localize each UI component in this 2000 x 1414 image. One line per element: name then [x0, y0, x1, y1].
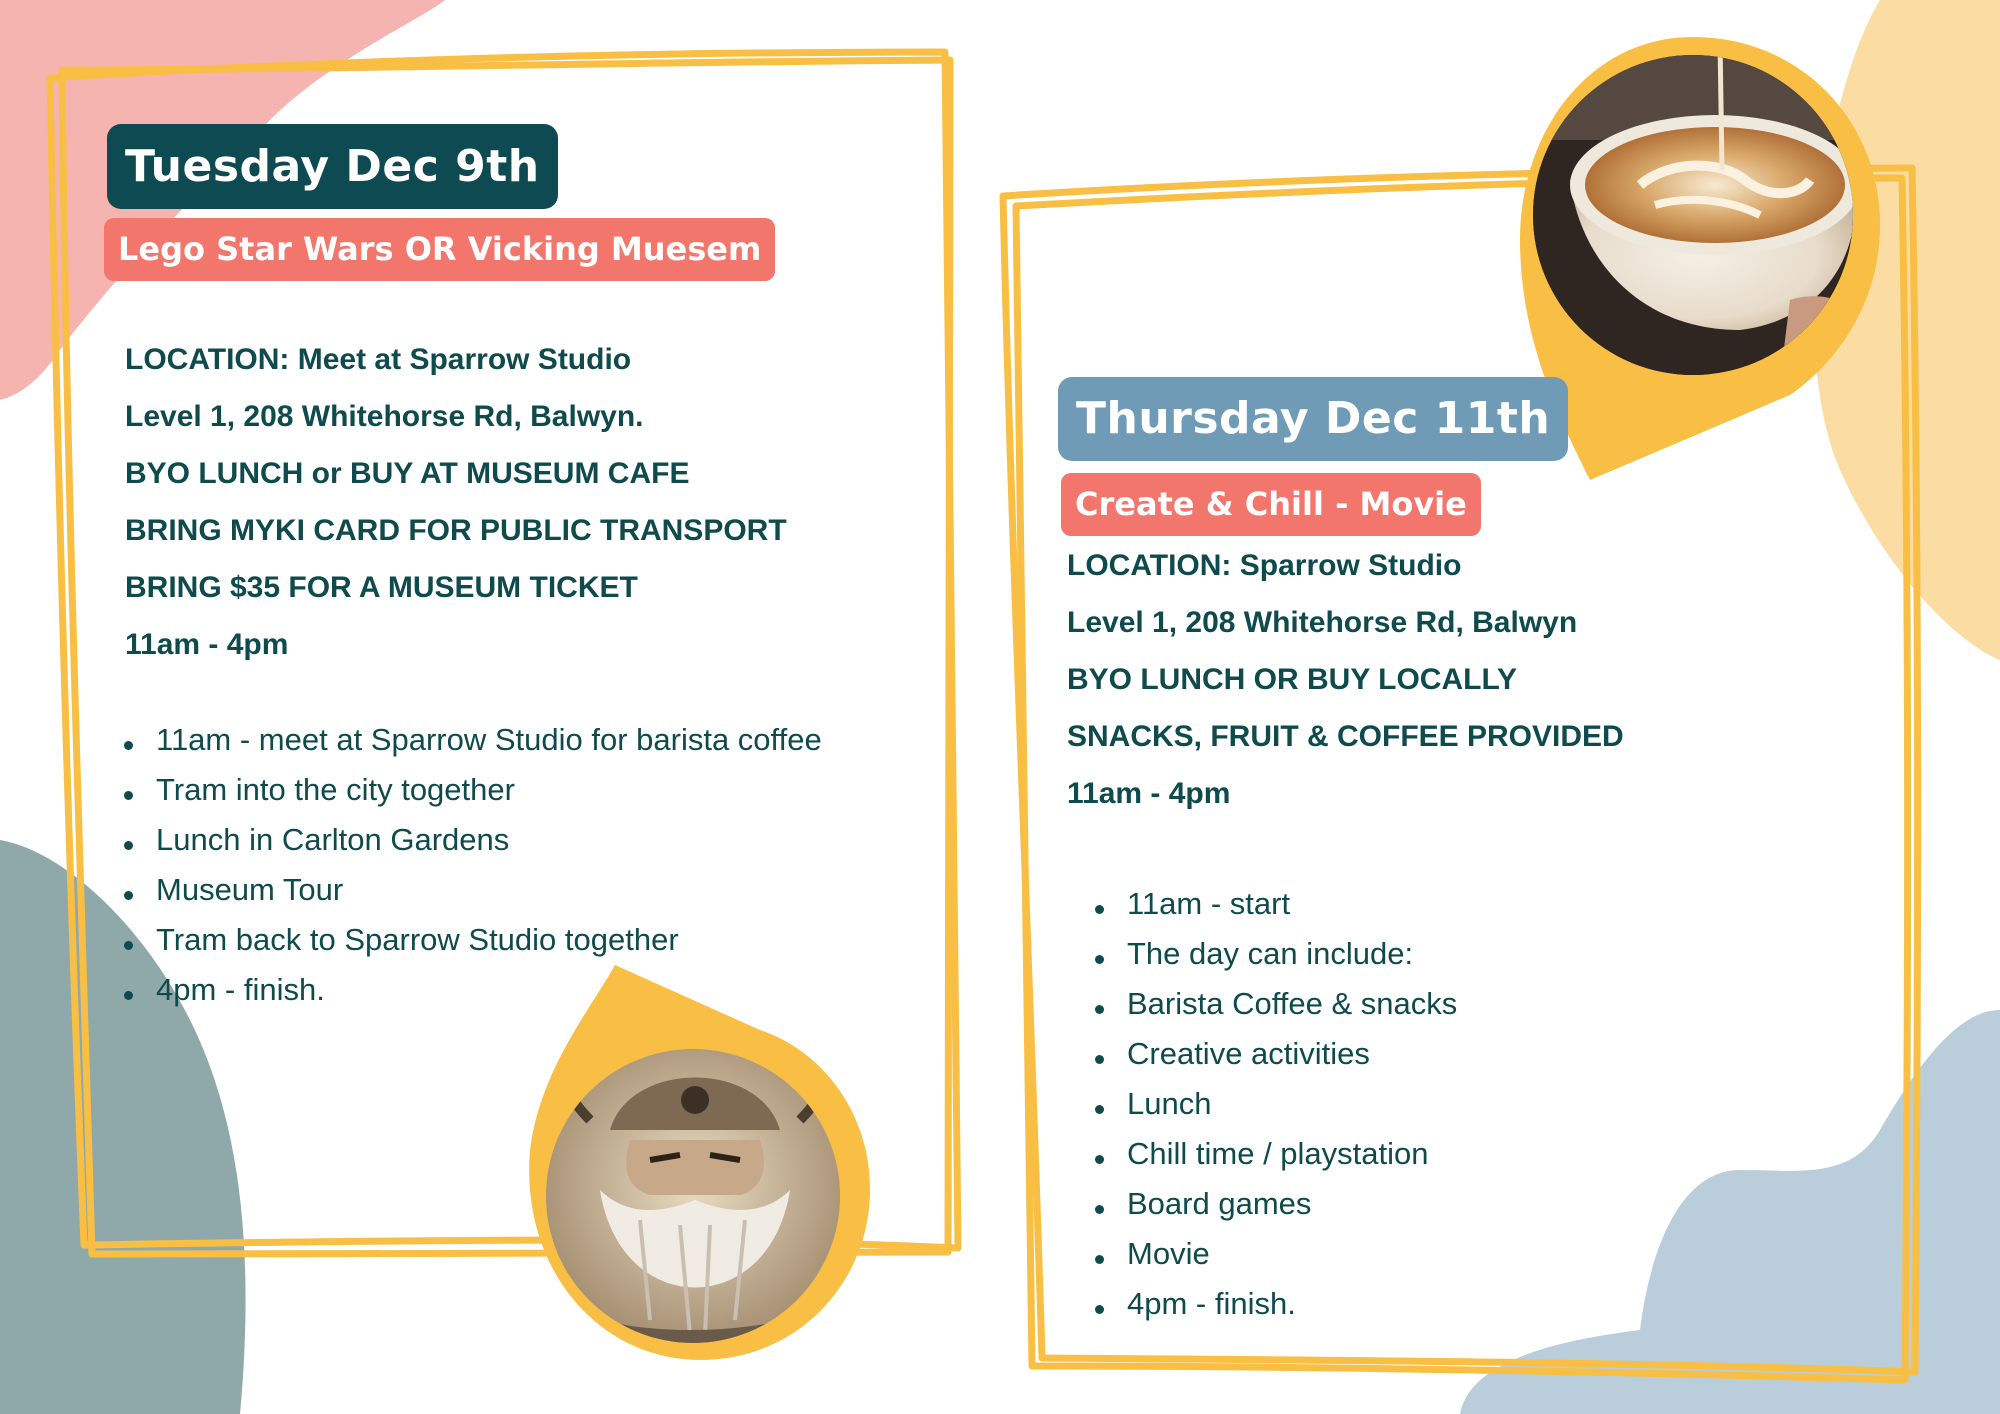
info-line: BYO LUNCH OR BUY LOCALLY [1067, 663, 1518, 696]
schedule-list [1095, 884, 1457, 1334]
list-item: Chill time / playstation [1095, 1134, 1457, 1184]
info-line: 11am - 4pm [125, 628, 289, 661]
info-line: BRING MYKI CARD FOR PUBLIC TRANSPORT [125, 514, 787, 547]
list-item: Board games [1095, 1184, 1457, 1234]
info-line: BYO LUNCH or BUY AT MUSEUM CAFE [125, 457, 690, 490]
list-item: Creative activities [1095, 1034, 1457, 1084]
info-list [125, 340, 787, 682]
info-line: Level 1, 208 Whitehorse Rd, Balwyn [1067, 606, 1578, 639]
info-line: LOCATION: Meet at Sparrow Studio [125, 343, 632, 376]
list-item: 4pm - finish. [1095, 1284, 1457, 1334]
list-item: Movie [1095, 1234, 1457, 1284]
info-list [1067, 546, 1624, 831]
activity-title-badge: Create & Chill - Movie [1061, 473, 1481, 536]
schedule-list [124, 720, 822, 1020]
list-item: The day can include: [1095, 934, 1457, 984]
activity-title-badge: Lego Star Wars OR Vicking Muesem [104, 218, 775, 281]
list-item: 11am - start [1095, 884, 1457, 934]
date-heading-thursday: Thursday Dec 11th [1058, 377, 1568, 461]
date-heading-tuesday: Tuesday Dec 9th [107, 124, 558, 209]
list-item: Barista Coffee & snacks [1095, 984, 1457, 1034]
coffee-pin [1520, 37, 1880, 480]
info-line: LOCATION: Sparrow Studio [1067, 549, 1462, 582]
list-item: 4pm - finish. [124, 970, 822, 1020]
list-item: Lunch [1095, 1084, 1457, 1134]
list-item: Museum Tour [124, 870, 822, 920]
list-item: Lunch in Carlton Gardens [124, 820, 822, 870]
info-line: BRING $35 FOR A MUSEUM TICKET [125, 571, 638, 604]
viking-pin [529, 965, 870, 1360]
info-line: 11am - 4pm [1067, 777, 1231, 810]
list-item: 11am - meet at Sparrow Studio for barista coffee [124, 720, 822, 770]
info-line: SNACKS, FRUIT & COFFEE PROVIDED [1067, 720, 1624, 753]
list-item: Tram back to Sparrow Studio together [124, 920, 822, 970]
list-item: Tram into the city together [124, 770, 822, 820]
info-line: Level 1, 208 Whitehorse Rd, Balwyn. [125, 400, 644, 433]
